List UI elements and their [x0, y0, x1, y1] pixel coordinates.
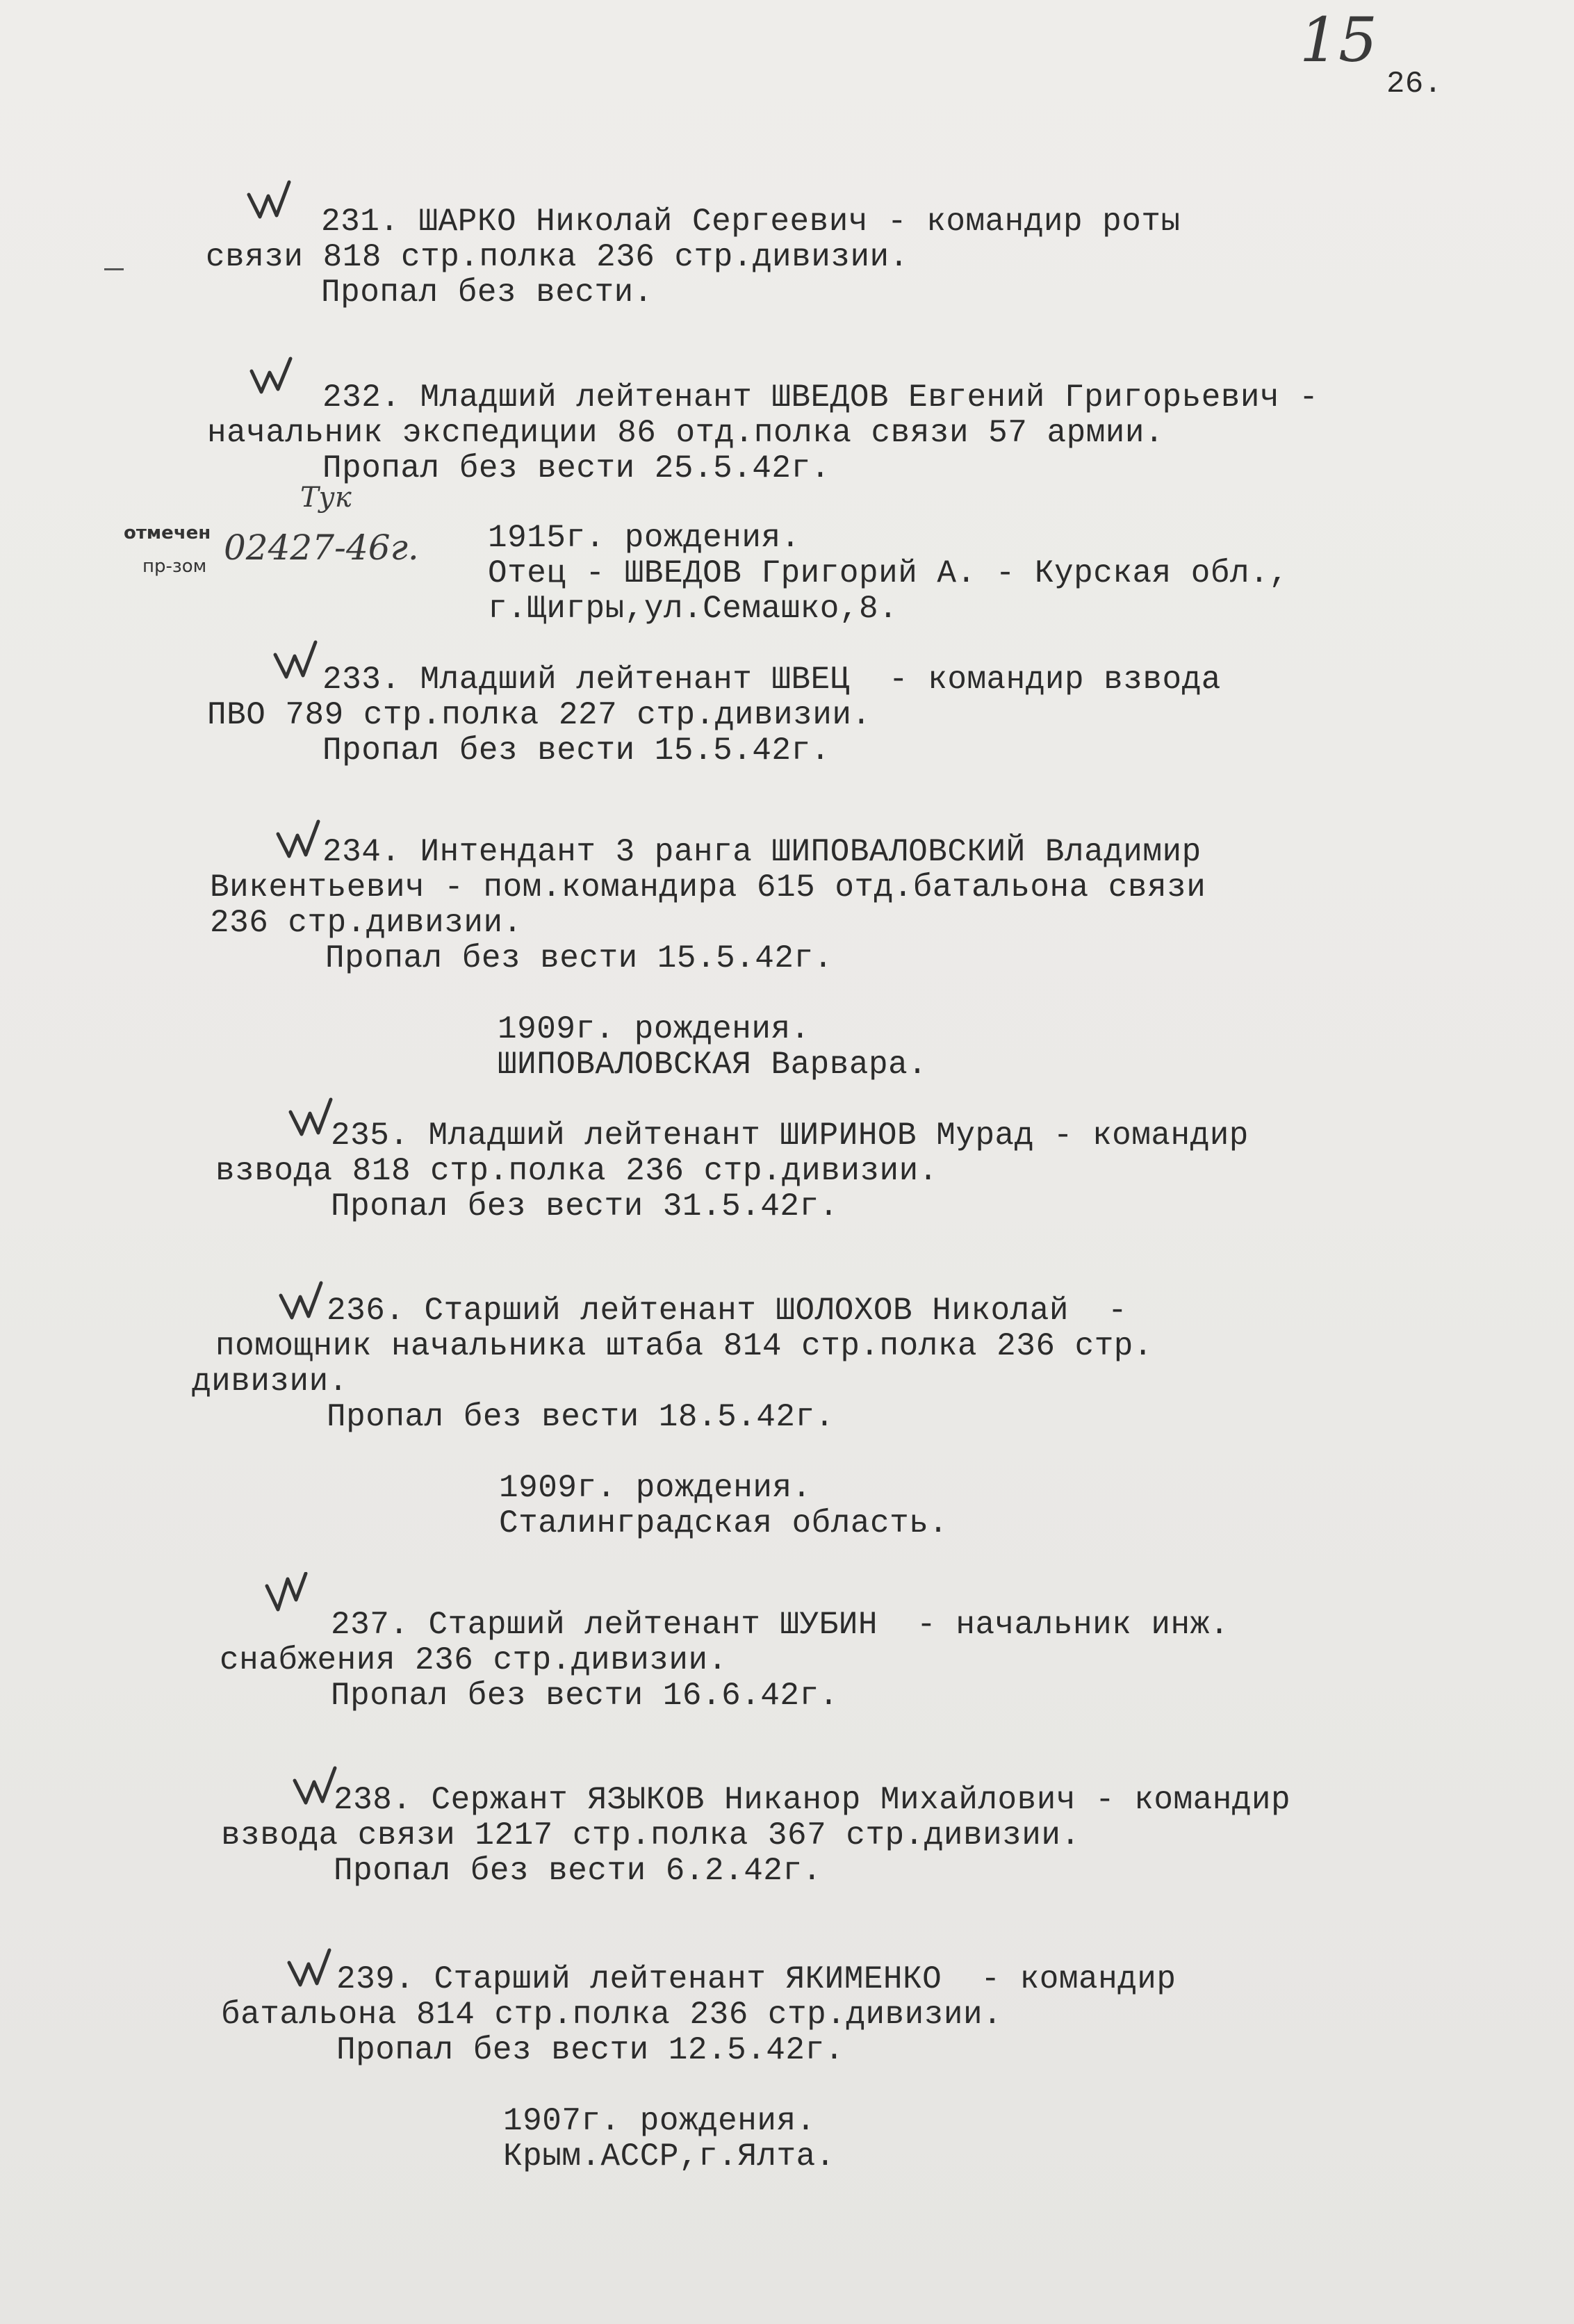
check-mark-icon [277, 1280, 325, 1322]
entry-237-line2: снабжения 236 стр.дивизии. [220, 1642, 728, 1678]
entry-235-status: Пропал без вести 31.5.42г. [331, 1188, 839, 1225]
entry-236-line2: помощник начальника штаба 814 стр.полка 236 стр. [215, 1328, 1154, 1364]
entry-232-status: Пропал без вести 25.5.42г. [322, 450, 830, 486]
entry-235-line1: 235. Младший лейтенант ШИРИНОВ Мурад - командир [331, 1118, 1249, 1154]
entry-238-line2: взвода связи 1217 стр.полка 367 стр.дивизии. [221, 1817, 1081, 1854]
entry-233-line1: 233. Младший лейтенант ШВЕЦ - командир взвода [322, 662, 1221, 698]
entry-239-line1: 239. Старший лейтенант ЯКИМЕНКО - командир [336, 1961, 1177, 1997]
entry-234-line1: 234. Интендант 3 ранга ШИПОВАЛОВСКИЙ Владимир [322, 834, 1202, 870]
entry-236-line1: 236. Старший лейтенант ШОЛОХОВ Николай - [327, 1293, 1128, 1329]
entry-234-birth: 1909г. рождения. [498, 1011, 810, 1047]
entry-236-region: Сталинградская область. [499, 1505, 949, 1541]
check-mark-icon [286, 1097, 335, 1138]
entry-232-birth: 1915г. рождения. [488, 520, 801, 556]
entry-236-birth: 1909г. рождения. [499, 1470, 812, 1506]
entry-232-relative-line2: г.Щигры,ул.Семашко,8. [488, 591, 899, 627]
entry-231-line2: связи 818 стр.полка 236 стр.дивизии. [206, 239, 909, 275]
entry-231-status: Пропал без вести. [321, 275, 653, 311]
margin-stamp-noted: отмечен [124, 523, 211, 543]
check-mark-icon [274, 819, 322, 860]
handwritten-order-number: 02427-46г. [224, 527, 419, 568]
entry-231-line1: 231. ШАРКО Николай Сергеевич - командир роты [321, 204, 1181, 240]
entry-235-line2: взвода 818 стр.полка 236 стр.дивизии. [215, 1153, 938, 1189]
entry-234-status: Пропал без вести 15.5.42г. [325, 940, 833, 976]
margin-dash [104, 268, 124, 270]
entry-232-line1: 232. Младший лейтенант ШВЕДОВ Евгений Григорьевич - [322, 379, 1319, 416]
check-mark-icon [271, 639, 320, 681]
entry-238-line1: 238. Сержант ЯЗЫКОВ Никанор Михайлович - командир [334, 1782, 1291, 1818]
entry-239-status: Пропал без вести 12.5.42г. [336, 2032, 844, 2068]
entry-237-line1: 237. Старший лейтенант ШУБИН - начальник инж. [331, 1607, 1229, 1643]
entry-239-line2: батальона 814 стр.полка 236 стр.дивизии. [221, 1997, 1003, 2033]
entry-232-line2: начальник экспедиции 86 отд.полка связи 57 армии. [207, 415, 1165, 451]
page-number: 26. [1386, 67, 1443, 101]
entry-234-line2: Викентьевич - пом.командира 615 отд.батальона связи [210, 869, 1206, 906]
entry-234-line3: 236 стр.дивизии. [210, 905, 523, 941]
entry-237-status: Пропал без вести 16.6.42г. [331, 1678, 839, 1714]
entry-234-relative: ШИПОВАЛОВСКАЯ Варвара. [498, 1047, 928, 1083]
entry-238-status: Пропал без вести 6.2.42г. [334, 1853, 822, 1889]
check-mark-icon [285, 1947, 334, 1989]
check-mark-icon [263, 1572, 311, 1614]
entry-233-status: Пропал без вести 15.5.42г. [322, 733, 830, 769]
handwritten-abbrev: Тук [300, 482, 352, 514]
check-mark-icon [247, 354, 296, 396]
entry-236-line3: дивизии. [192, 1364, 348, 1400]
handwritten-folio-number: 15 [1300, 4, 1377, 76]
check-mark-icon [245, 179, 293, 221]
margin-stamp-order: пр-зом [142, 556, 207, 577]
entry-239-birth: 1907г. рождения. [503, 2103, 816, 2139]
entry-233-line2: ПВО 789 стр.полка 227 стр.дивизии. [207, 697, 871, 733]
entry-232-relative-line1: Отец - ШВЕДОВ Григорий А. - Курская обл., [488, 555, 1289, 591]
entry-236-status: Пропал без вести 18.5.42г. [327, 1399, 835, 1435]
entry-239-region: Крым.АССР,г.Ялта. [503, 2138, 835, 2175]
check-mark-icon [290, 1765, 339, 1807]
